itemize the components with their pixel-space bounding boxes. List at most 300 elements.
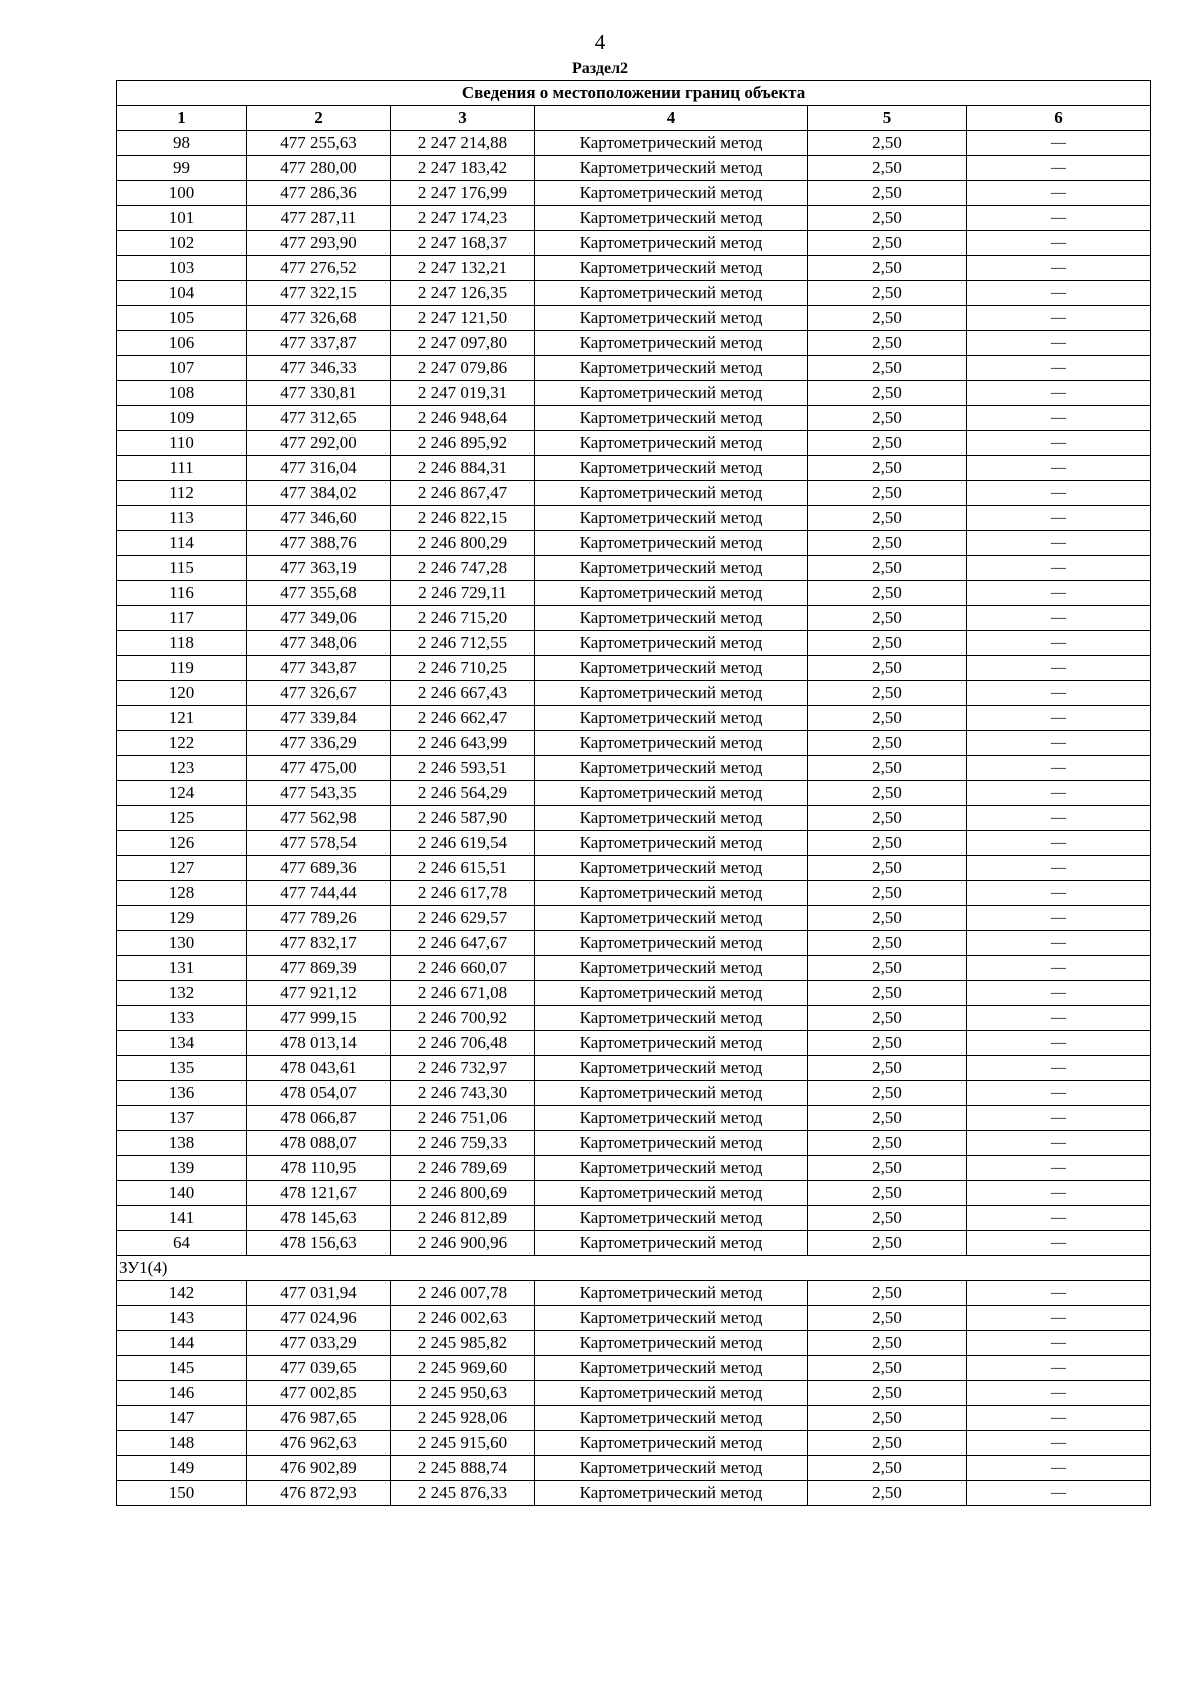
point-number-cell: 146 xyxy=(117,1381,247,1406)
x-coordinate-cell: 476 902,89 xyxy=(247,1456,391,1481)
accuracy-cell: 2,50 xyxy=(808,931,967,956)
y-coordinate-cell: 2 247 079,86 xyxy=(391,356,535,381)
y-coordinate-cell: 2 246 617,78 xyxy=(391,881,535,906)
y-coordinate-cell: 2 246 895,92 xyxy=(391,431,535,456)
method-cell: Картометрический метод xyxy=(535,1031,808,1056)
method-cell: Картометрический метод xyxy=(535,681,808,706)
description-cell: — xyxy=(967,231,1151,256)
x-coordinate-cell: 477 293,90 xyxy=(247,231,391,256)
accuracy-cell: 2,50 xyxy=(808,1081,967,1106)
y-coordinate-cell: 2 246 660,07 xyxy=(391,956,535,981)
method-cell: Картометрический метод xyxy=(535,356,808,381)
table-row xyxy=(117,1106,1151,1131)
description-cell: — xyxy=(967,506,1151,531)
table-row xyxy=(117,756,1151,781)
point-number-cell: 100 xyxy=(117,181,247,206)
x-coordinate-cell: 477 024,96 xyxy=(247,1306,391,1331)
description-cell: — xyxy=(967,1181,1151,1206)
point-number-cell: 135 xyxy=(117,1056,247,1081)
table-caption-row xyxy=(117,81,1151,106)
table-row xyxy=(117,706,1151,731)
point-number-cell: 136 xyxy=(117,1081,247,1106)
table-row xyxy=(117,781,1151,806)
x-coordinate-cell: 477 346,60 xyxy=(247,506,391,531)
page-number: 4 xyxy=(594,30,606,54)
accuracy-cell: 2,50 xyxy=(808,1131,967,1156)
point-number-cell: 122 xyxy=(117,731,247,756)
accuracy-cell: 2,50 xyxy=(808,1231,967,1256)
accuracy-cell: 2,50 xyxy=(808,831,967,856)
method-cell: Картометрический метод xyxy=(535,1331,808,1356)
description-cell: — xyxy=(967,831,1151,856)
description-cell: — xyxy=(967,731,1151,756)
x-coordinate-cell: 477 343,87 xyxy=(247,656,391,681)
description-cell: — xyxy=(967,1406,1151,1431)
method-cell: Картометрический метод xyxy=(535,931,808,956)
accuracy-cell: 2,50 xyxy=(808,706,967,731)
method-cell: Картометрический метод xyxy=(535,581,808,606)
y-coordinate-cell: 2 246 710,25 xyxy=(391,656,535,681)
description-cell: — xyxy=(967,206,1151,231)
point-number-cell: 111 xyxy=(117,456,247,481)
point-number-cell: 108 xyxy=(117,381,247,406)
x-coordinate-cell: 477 363,19 xyxy=(247,556,391,581)
accuracy-cell: 2,50 xyxy=(808,1006,967,1031)
y-coordinate-cell: 2 246 671,08 xyxy=(391,981,535,1006)
point-number-cell: 125 xyxy=(117,806,247,831)
accuracy-cell: 2,50 xyxy=(808,1031,967,1056)
description-cell: — xyxy=(967,131,1151,156)
x-coordinate-cell: 477 543,35 xyxy=(247,781,391,806)
method-cell: Картометрический метод xyxy=(535,1381,808,1406)
table-row xyxy=(117,1181,1151,1206)
table-row xyxy=(117,331,1151,356)
accuracy-cell: 2,50 xyxy=(808,656,967,681)
method-cell: Картометрический метод xyxy=(535,181,808,206)
accuracy-cell: 2,50 xyxy=(808,756,967,781)
x-coordinate-cell: 477 322,15 xyxy=(247,281,391,306)
method-cell: Картометрический метод xyxy=(535,806,808,831)
table-row xyxy=(117,1006,1151,1031)
table-row xyxy=(117,1431,1151,1456)
y-coordinate-cell: 2 246 706,48 xyxy=(391,1031,535,1056)
point-number-cell: 114 xyxy=(117,531,247,556)
x-coordinate-cell: 478 066,87 xyxy=(247,1106,391,1131)
method-cell: Картометрический метод xyxy=(535,981,808,1006)
method-cell: Картометрический метод xyxy=(535,1056,808,1081)
accuracy-cell: 2,50 xyxy=(808,781,967,806)
description-cell: — xyxy=(967,556,1151,581)
table-row xyxy=(117,1481,1151,1506)
method-cell: Картометрический метод xyxy=(535,531,808,556)
y-coordinate-cell: 2 246 615,51 xyxy=(391,856,535,881)
x-coordinate-cell: 477 255,63 xyxy=(247,131,391,156)
x-coordinate-cell: 477 033,29 xyxy=(247,1331,391,1356)
y-coordinate-cell: 2 246 743,30 xyxy=(391,1081,535,1106)
x-coordinate-cell: 477 339,84 xyxy=(247,706,391,731)
description-cell: — xyxy=(967,781,1151,806)
description-cell: — xyxy=(967,456,1151,481)
table-row xyxy=(117,256,1151,281)
method-cell: Картометрический метод xyxy=(535,331,808,356)
table-row xyxy=(117,681,1151,706)
x-coordinate-cell: 478 156,63 xyxy=(247,1231,391,1256)
method-cell: Картометрический метод xyxy=(535,1206,808,1231)
method-cell: Картометрический метод xyxy=(535,1356,808,1381)
point-number-cell: 101 xyxy=(117,206,247,231)
point-number-cell: 133 xyxy=(117,1006,247,1031)
table-row xyxy=(117,1456,1151,1481)
description-cell: — xyxy=(967,1306,1151,1331)
y-coordinate-cell: 2 247 126,35 xyxy=(391,281,535,306)
y-coordinate-cell: 2 246 900,96 xyxy=(391,1231,535,1256)
y-coordinate-cell: 2 246 759,33 xyxy=(391,1131,535,1156)
y-coordinate-cell: 2 246 587,90 xyxy=(391,806,535,831)
point-number-cell: 139 xyxy=(117,1156,247,1181)
header-row xyxy=(117,106,1151,131)
description-cell: — xyxy=(967,1006,1151,1031)
description-cell: — xyxy=(967,1431,1151,1456)
point-number-cell: 126 xyxy=(117,831,247,856)
point-number-cell: 103 xyxy=(117,256,247,281)
x-coordinate-cell: 477 326,67 xyxy=(247,681,391,706)
description-cell: — xyxy=(967,1131,1151,1156)
table-row xyxy=(117,431,1151,456)
table-row xyxy=(117,656,1151,681)
accuracy-cell: 2,50 xyxy=(808,1206,967,1231)
method-cell: Картометрический метод xyxy=(535,556,808,581)
accuracy-cell: 2,50 xyxy=(808,256,967,281)
table-row xyxy=(117,481,1151,506)
y-coordinate-cell: 2 245 928,06 xyxy=(391,1406,535,1431)
y-coordinate-cell: 2 246 629,57 xyxy=(391,906,535,931)
y-coordinate-cell: 2 247 183,42 xyxy=(391,156,535,181)
y-coordinate-cell: 2 247 019,31 xyxy=(391,381,535,406)
description-cell: — xyxy=(967,181,1151,206)
table-row xyxy=(117,1306,1151,1331)
y-coordinate-cell: 2 245 888,74 xyxy=(391,1456,535,1481)
y-coordinate-cell: 2 246 800,69 xyxy=(391,1181,535,1206)
x-coordinate-cell: 477 280,00 xyxy=(247,156,391,181)
x-coordinate-cell: 477 578,54 xyxy=(247,831,391,856)
method-cell: Картометрический метод xyxy=(535,1231,808,1256)
y-coordinate-cell: 2 247 168,37 xyxy=(391,231,535,256)
description-cell: — xyxy=(967,806,1151,831)
y-coordinate-cell: 2 246 712,55 xyxy=(391,631,535,656)
point-number-cell: 148 xyxy=(117,1431,247,1456)
method-cell: Картометрический метод xyxy=(535,281,808,306)
column-header: 6 xyxy=(967,106,1151,131)
method-cell: Картометрический метод xyxy=(535,481,808,506)
accuracy-cell: 2,50 xyxy=(808,1431,967,1456)
method-cell: Картометрический метод xyxy=(535,1281,808,1306)
description-cell: — xyxy=(967,856,1151,881)
point-number-cell: 131 xyxy=(117,956,247,981)
accuracy-cell: 2,50 xyxy=(808,1306,967,1331)
group-row xyxy=(117,1256,1151,1281)
table-row xyxy=(117,881,1151,906)
table-row xyxy=(117,206,1151,231)
description-cell: — xyxy=(967,881,1151,906)
table-row xyxy=(117,1081,1151,1106)
accuracy-cell: 2,50 xyxy=(808,306,967,331)
x-coordinate-cell: 477 276,52 xyxy=(247,256,391,281)
x-coordinate-cell: 477 031,94 xyxy=(247,1281,391,1306)
description-cell: — xyxy=(967,356,1151,381)
group-label: ЗУ1(4) xyxy=(117,1256,1151,1281)
x-coordinate-cell: 477 316,04 xyxy=(247,456,391,481)
method-cell: Картометрический метод xyxy=(535,1306,808,1331)
section-title: Раздел2 xyxy=(571,60,629,77)
point-number-cell: 99 xyxy=(117,156,247,181)
y-coordinate-cell: 2 247 121,50 xyxy=(391,306,535,331)
table-row xyxy=(117,731,1151,756)
y-coordinate-cell: 2 246 789,69 xyxy=(391,1156,535,1181)
x-coordinate-cell: 476 962,63 xyxy=(247,1431,391,1456)
accuracy-cell: 2,50 xyxy=(808,906,967,931)
point-number-cell: 102 xyxy=(117,231,247,256)
point-number-cell: 117 xyxy=(117,606,247,631)
point-number-cell: 107 xyxy=(117,356,247,381)
point-number-cell: 120 xyxy=(117,681,247,706)
point-number-cell: 123 xyxy=(117,756,247,781)
table-row xyxy=(117,831,1151,856)
point-number-cell: 119 xyxy=(117,656,247,681)
point-number-cell: 132 xyxy=(117,981,247,1006)
table-row xyxy=(117,531,1151,556)
description-cell: — xyxy=(967,256,1151,281)
x-coordinate-cell: 478 088,07 xyxy=(247,1131,391,1156)
description-cell: — xyxy=(967,1206,1151,1231)
method-cell: Картометрический метод xyxy=(535,856,808,881)
table-row xyxy=(117,231,1151,256)
table-row xyxy=(117,1406,1151,1431)
table-row xyxy=(117,1331,1151,1356)
method-cell: Картометрический метод xyxy=(535,756,808,781)
accuracy-cell: 2,50 xyxy=(808,1456,967,1481)
point-number-cell: 112 xyxy=(117,481,247,506)
accuracy-cell: 2,50 xyxy=(808,881,967,906)
table-row xyxy=(117,981,1151,1006)
method-cell: Картометрический метод xyxy=(535,1156,808,1181)
x-coordinate-cell: 478 145,63 xyxy=(247,1206,391,1231)
y-coordinate-cell: 2 247 176,99 xyxy=(391,181,535,206)
point-number-cell: 144 xyxy=(117,1331,247,1356)
description-cell: — xyxy=(967,981,1151,1006)
y-coordinate-cell: 2 246 564,29 xyxy=(391,781,535,806)
method-cell: Картометрический метод xyxy=(535,456,808,481)
column-header: 2 xyxy=(247,106,391,131)
column-header: 1 xyxy=(117,106,247,131)
x-coordinate-cell: 477 349,06 xyxy=(247,606,391,631)
y-coordinate-cell: 2 246 822,15 xyxy=(391,506,535,531)
accuracy-cell: 2,50 xyxy=(808,1181,967,1206)
x-coordinate-cell: 477 384,02 xyxy=(247,481,391,506)
description-cell: — xyxy=(967,431,1151,456)
table-row xyxy=(117,1281,1151,1306)
accuracy-cell: 2,50 xyxy=(808,806,967,831)
method-cell: Картометрический метод xyxy=(535,1131,808,1156)
accuracy-cell: 2,50 xyxy=(808,631,967,656)
point-number-cell: 110 xyxy=(117,431,247,456)
table-row xyxy=(117,181,1151,206)
x-coordinate-cell: 477 330,81 xyxy=(247,381,391,406)
accuracy-cell: 2,50 xyxy=(808,506,967,531)
x-coordinate-cell: 477 287,11 xyxy=(247,206,391,231)
y-coordinate-cell: 2 246 751,06 xyxy=(391,1106,535,1131)
accuracy-cell: 2,50 xyxy=(808,1281,967,1306)
point-number-cell: 142 xyxy=(117,1281,247,1306)
point-number-cell: 115 xyxy=(117,556,247,581)
point-number-cell: 128 xyxy=(117,881,247,906)
description-cell: — xyxy=(967,1056,1151,1081)
y-coordinate-cell: 2 245 985,82 xyxy=(391,1331,535,1356)
y-coordinate-cell: 2 246 732,97 xyxy=(391,1056,535,1081)
table-row xyxy=(117,281,1151,306)
table-row xyxy=(117,581,1151,606)
description-cell: — xyxy=(967,281,1151,306)
accuracy-cell: 2,50 xyxy=(808,231,967,256)
point-number-cell: 149 xyxy=(117,1456,247,1481)
x-coordinate-cell: 477 921,12 xyxy=(247,981,391,1006)
method-cell: Картометрический метод xyxy=(535,381,808,406)
description-cell: — xyxy=(967,581,1151,606)
method-cell: Картометрический метод xyxy=(535,831,808,856)
description-cell: — xyxy=(967,1456,1151,1481)
y-coordinate-cell: 2 246 948,64 xyxy=(391,406,535,431)
point-number-cell: 121 xyxy=(117,706,247,731)
accuracy-cell: 2,50 xyxy=(808,1381,967,1406)
description-cell: — xyxy=(967,1381,1151,1406)
table-row xyxy=(117,1381,1151,1406)
table-row xyxy=(117,606,1151,631)
y-coordinate-cell: 2 246 647,67 xyxy=(391,931,535,956)
accuracy-cell: 2,50 xyxy=(808,481,967,506)
point-number-cell: 134 xyxy=(117,1031,247,1056)
x-coordinate-cell: 477 292,00 xyxy=(247,431,391,456)
method-cell: Картометрический метод xyxy=(535,1081,808,1106)
y-coordinate-cell: 2 246 715,20 xyxy=(391,606,535,631)
y-coordinate-cell: 2 246 729,11 xyxy=(391,581,535,606)
point-number-cell: 147 xyxy=(117,1406,247,1431)
x-coordinate-cell: 478 121,67 xyxy=(247,1181,391,1206)
x-coordinate-cell: 477 744,44 xyxy=(247,881,391,906)
accuracy-cell: 2,50 xyxy=(808,856,967,881)
accuracy-cell: 2,50 xyxy=(808,1331,967,1356)
column-header: 4 xyxy=(535,106,808,131)
method-cell: Картометрический метод xyxy=(535,406,808,431)
table-row xyxy=(117,806,1151,831)
point-number-cell: 137 xyxy=(117,1106,247,1131)
accuracy-cell: 2,50 xyxy=(808,406,967,431)
x-coordinate-cell: 478 054,07 xyxy=(247,1081,391,1106)
method-cell: Картометрический метод xyxy=(535,656,808,681)
y-coordinate-cell: 2 246 593,51 xyxy=(391,756,535,781)
accuracy-cell: 2,50 xyxy=(808,1156,967,1181)
x-coordinate-cell: 477 336,29 xyxy=(247,731,391,756)
description-cell: — xyxy=(967,1231,1151,1256)
accuracy-cell: 2,50 xyxy=(808,956,967,981)
method-cell: Картометрический метод xyxy=(535,506,808,531)
description-cell: — xyxy=(967,531,1151,556)
point-number-cell: 124 xyxy=(117,781,247,806)
point-number-cell: 118 xyxy=(117,631,247,656)
y-coordinate-cell: 2 245 969,60 xyxy=(391,1356,535,1381)
accuracy-cell: 2,50 xyxy=(808,281,967,306)
table-row xyxy=(117,631,1151,656)
table-row xyxy=(117,381,1151,406)
point-number-cell: 127 xyxy=(117,856,247,881)
accuracy-cell: 2,50 xyxy=(808,331,967,356)
y-coordinate-cell: 2 246 700,92 xyxy=(391,1006,535,1031)
method-cell: Картометрический метод xyxy=(535,1456,808,1481)
point-number-cell: 129 xyxy=(117,906,247,931)
point-number-cell: 106 xyxy=(117,331,247,356)
accuracy-cell: 2,50 xyxy=(808,1056,967,1081)
y-coordinate-cell: 2 247 174,23 xyxy=(391,206,535,231)
method-cell: Картометрический метод xyxy=(535,1006,808,1031)
table-row xyxy=(117,406,1151,431)
method-cell: Картометрический метод xyxy=(535,1431,808,1456)
y-coordinate-cell: 2 246 800,29 xyxy=(391,531,535,556)
description-cell: — xyxy=(967,606,1151,631)
point-number-cell: 113 xyxy=(117,506,247,531)
description-cell: — xyxy=(967,931,1151,956)
point-number-cell: 138 xyxy=(117,1131,247,1156)
description-cell: — xyxy=(967,1156,1151,1181)
x-coordinate-cell: 477 355,68 xyxy=(247,581,391,606)
accuracy-cell: 2,50 xyxy=(808,606,967,631)
description-cell: — xyxy=(967,1356,1151,1381)
y-coordinate-cell: 2 246 867,47 xyxy=(391,481,535,506)
table-row xyxy=(117,1156,1151,1181)
table-row xyxy=(117,556,1151,581)
accuracy-cell: 2,50 xyxy=(808,431,967,456)
point-number-cell: 109 xyxy=(117,406,247,431)
y-coordinate-cell: 2 247 097,80 xyxy=(391,331,535,356)
point-number-cell: 105 xyxy=(117,306,247,331)
x-coordinate-cell: 477 789,26 xyxy=(247,906,391,931)
method-cell: Картометрический метод xyxy=(535,1181,808,1206)
accuracy-cell: 2,50 xyxy=(808,1481,967,1506)
description-cell: — xyxy=(967,956,1151,981)
accuracy-cell: 2,50 xyxy=(808,1106,967,1131)
method-cell: Картометрический метод xyxy=(535,156,808,181)
accuracy-cell: 2,50 xyxy=(808,581,967,606)
description-cell: — xyxy=(967,381,1151,406)
table-row xyxy=(117,456,1151,481)
description-cell: — xyxy=(967,1481,1151,1506)
x-coordinate-cell: 477 002,85 xyxy=(247,1381,391,1406)
x-coordinate-cell: 477 475,00 xyxy=(247,756,391,781)
description-cell: — xyxy=(967,681,1151,706)
description-cell: — xyxy=(967,406,1151,431)
accuracy-cell: 2,50 xyxy=(808,531,967,556)
x-coordinate-cell: 477 999,15 xyxy=(247,1006,391,1031)
y-coordinate-cell: 2 246 812,89 xyxy=(391,1206,535,1231)
description-cell: — xyxy=(967,1106,1151,1131)
boundary-coordinates-table xyxy=(116,80,1151,1506)
description-cell: — xyxy=(967,906,1151,931)
y-coordinate-cell: 2 246 662,47 xyxy=(391,706,535,731)
y-coordinate-cell: 2 246 643,99 xyxy=(391,731,535,756)
table-row xyxy=(117,1031,1151,1056)
description-cell: — xyxy=(967,1081,1151,1106)
x-coordinate-cell: 477 869,39 xyxy=(247,956,391,981)
table-row xyxy=(117,356,1151,381)
column-header: 5 xyxy=(808,106,967,131)
table-row xyxy=(117,1131,1151,1156)
